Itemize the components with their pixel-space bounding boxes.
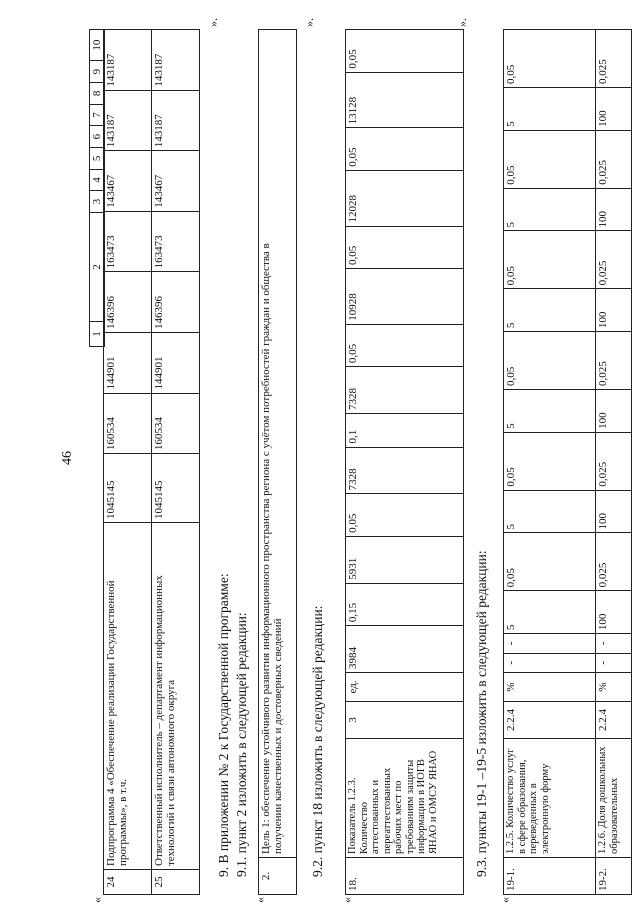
section-9-3-heading: 9.3. пункты 19-1 –19-5 изложить в следующей редакции: xyxy=(474,550,489,877)
table-cell: 160534 xyxy=(104,393,152,454)
table-cell: 160534 xyxy=(152,393,200,454)
table-cell: % xyxy=(596,673,632,702)
table-cell: - xyxy=(504,634,596,653)
table-cell: 0,05 xyxy=(346,128,464,170)
open-quote: « xyxy=(498,897,512,903)
table-cell: 100 xyxy=(596,490,632,533)
table-cell: 3984 xyxy=(346,626,464,673)
table-cell: 0,025 xyxy=(596,130,632,188)
table-cell: 8 xyxy=(90,82,105,104)
goal-table xyxy=(258,29,297,895)
table-cell: Показатель 1.2.3. Количество аттестованных и переаттестованных рабочих мест по требованиям защиты информации в ИОГВ ЯНАО и ОМСУ ЯНАО xyxy=(346,739,464,858)
table-cell: 10928 xyxy=(346,268,464,324)
table-cell: 6 xyxy=(90,126,105,148)
table-cell: 12028 xyxy=(346,170,464,226)
table-cell: 0,05 xyxy=(346,494,464,536)
table-cell: 143187 xyxy=(104,90,152,151)
indicators-19-table xyxy=(503,29,632,895)
table-cell: 0,025 xyxy=(596,231,632,289)
table-cell: 2. xyxy=(259,858,297,895)
table-cell: 5 xyxy=(504,591,596,634)
table-cell xyxy=(259,30,297,858)
table-cell: % xyxy=(504,673,596,702)
table-cell: 3 xyxy=(346,702,464,739)
table-cell: 0,025 xyxy=(596,432,632,490)
table-cell: 18. xyxy=(346,858,464,895)
table-cell: 143187 xyxy=(152,30,200,91)
table-cell: 0,05 xyxy=(346,30,464,73)
table-cell: 9 xyxy=(90,61,105,83)
table-cell: 0,05 xyxy=(504,231,596,289)
table-cell: 7328 xyxy=(346,367,464,414)
section-9-heading: 9. В приложении № 2 к Государственной программе: xyxy=(216,573,231,877)
open-quote: « xyxy=(340,897,354,903)
table-cell: 2.2.4 xyxy=(504,702,596,739)
funding-table-body xyxy=(103,29,200,895)
table-cell: ед. xyxy=(346,673,464,702)
table-cell: 0,025 xyxy=(596,30,632,88)
table-cell: 100 xyxy=(596,390,632,433)
table-cell: - xyxy=(504,653,596,672)
table-cell: 1045145 xyxy=(104,454,152,523)
table-cell: 0,05 xyxy=(346,324,464,366)
table-cell: 143187 xyxy=(152,90,200,151)
table-cell: 2.2.4 xyxy=(596,702,632,739)
table-row xyxy=(104,30,152,895)
table-cell: 10 xyxy=(90,30,105,61)
table-cell: 143467 xyxy=(104,151,152,212)
table-cell: 144901 xyxy=(104,332,152,393)
table-row xyxy=(596,30,632,895)
table-row xyxy=(504,30,596,895)
table-cell: 0,025 xyxy=(596,533,632,591)
table-cell: 163473 xyxy=(152,211,200,272)
closing-quote: ». xyxy=(302,18,316,27)
table-cell: 19-1. xyxy=(504,858,596,895)
table-cell: 0,05 xyxy=(504,30,596,88)
open-quote: « xyxy=(90,897,104,903)
table-cell: 5 xyxy=(504,88,596,131)
table-cell: - xyxy=(596,634,632,653)
table-cell: - xyxy=(596,653,632,672)
table-cell: 143467 xyxy=(152,151,200,212)
table-cell: 5 xyxy=(504,289,596,332)
page-number: 46 xyxy=(60,451,75,465)
table-cell: 163473 xyxy=(104,211,152,272)
table-cell: 13128 xyxy=(346,72,464,128)
table-cell: 100 xyxy=(596,188,632,231)
table-cell: 0,05 xyxy=(504,332,596,390)
table-cell: 2 xyxy=(90,213,105,322)
goal-text-line-2: получении качественных и достоверных сведений xyxy=(272,618,284,854)
section-9-2-heading: 9.2. пункт 18 изложить в следующей редакции: xyxy=(310,605,325,877)
table-cell: 19-2. xyxy=(596,858,632,895)
table-cell: 143187 xyxy=(104,30,152,91)
table-cell: 1045145 xyxy=(152,454,200,523)
open-quote: « xyxy=(253,897,267,903)
table-cell: 146396 xyxy=(152,272,200,333)
closing-quote: ». xyxy=(455,18,469,27)
table-cell: 0,05 xyxy=(504,533,596,591)
table-cell: 1 xyxy=(90,322,105,347)
table-cell: 1.2.5. Количество услуг в сфере образования, переведенных в электронную форму xyxy=(504,739,596,858)
table-cell: 5 xyxy=(504,390,596,433)
table-cell: 5 xyxy=(90,147,105,169)
table-cell: 5 xyxy=(504,490,596,533)
table-cell: 25 xyxy=(152,870,200,895)
table-cell: 5931 xyxy=(346,536,464,583)
table-cell: 0,05 xyxy=(504,432,596,490)
table-cell: 24 xyxy=(104,870,152,895)
table-cell: 0,05 xyxy=(504,130,596,188)
goal-text-line-1: Цель 1: обеспечение устойчивого развития информационного пространства региона с учётом потребностей граждан и общества в xyxy=(260,243,272,854)
table-cell: 0,05 xyxy=(346,226,464,268)
table-cell: 100 xyxy=(596,591,632,634)
indicator-18-table xyxy=(345,29,464,895)
table-cell: 144901 xyxy=(152,332,200,393)
closing-quote: ». xyxy=(206,18,220,27)
table-cell: 0,025 xyxy=(596,332,632,390)
table-row xyxy=(152,30,200,895)
table-row xyxy=(259,30,297,895)
table-cell: 1.2.6. Доля дошкольных образовательных xyxy=(596,739,632,858)
table-row xyxy=(346,30,464,895)
table-cell: 5 xyxy=(504,188,596,231)
table-cell: 0,15 xyxy=(346,583,464,625)
table-cell: 4 xyxy=(90,169,105,191)
table-cell: 7328 xyxy=(346,447,464,494)
table-cell: 100 xyxy=(596,88,632,131)
table-cell: 0,1 xyxy=(346,414,464,448)
table-cell: 100 xyxy=(596,289,632,332)
table-cell: 146396 xyxy=(104,272,152,333)
table-cell: 7 xyxy=(90,104,105,126)
table-cell: 3 xyxy=(90,191,105,213)
table-cell: Подпрограмма 4 «Обеспечение реализации Государственной программы», в т.ч. xyxy=(104,523,152,870)
section-9-1-heading: 9.1. пункт 2 изложить в следующей редакции: xyxy=(234,612,249,877)
table-cell: Ответственный исполнитель – департамент информационных технологий и связи автономного округа xyxy=(152,523,200,870)
